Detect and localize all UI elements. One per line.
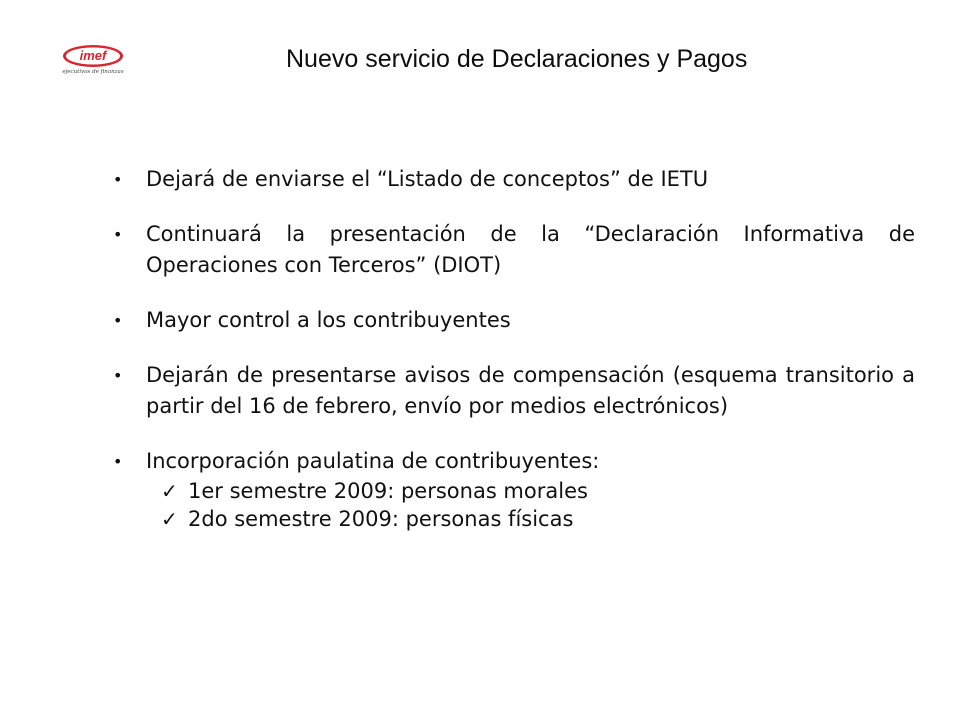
bullet-icon	[113, 164, 122, 195]
bullet-text: Dejarán de presentarse avisos de compensación (esquema transitorio a partir del 16 de febrero, envío por medios electrónicos)	[146, 363, 915, 418]
bullet-icon	[113, 219, 122, 250]
bullet-item	[113, 446, 915, 477]
bullet-item	[113, 305, 915, 336]
bullet-text: Continuará la presentación de la “Declaración Informativa de Operaciones con Terceros” (DIOT)	[146, 222, 915, 277]
imef-logo	[59, 44, 127, 78]
bullet-icon	[113, 360, 122, 391]
sub-bullet-list	[113, 477, 915, 533]
imef-logo-mark	[61, 44, 125, 68]
bullet-list	[113, 164, 915, 533]
logo-caption: ejecutivos de finanzas	[62, 69, 124, 75]
sub-bullet-item	[113, 477, 915, 505]
check-icon: ✓	[161, 507, 178, 531]
sub-bullet-text: 1er semestre 2009: personas morales	[188, 479, 588, 503]
bullet-icon	[113, 446, 122, 477]
bullet-text: Mayor control a los contribuyentes	[146, 308, 511, 332]
bullet-text: Incorporación paulatina de contribuyentes:	[146, 449, 600, 473]
sub-bullet-text: 2do semestre 2009: personas físicas	[188, 507, 574, 531]
logo-wordmark: imef	[79, 48, 107, 63]
bullet-icon	[113, 305, 122, 336]
check-icon: ✓	[161, 479, 178, 503]
bullet-item	[113, 164, 915, 195]
bullet-text: Dejará de enviarse el “Listado de conceptos” de IETU	[146, 167, 709, 191]
page-title: Nuevo servicio de Declaraciones y Pagos	[286, 45, 748, 73]
bullet-item	[113, 360, 915, 422]
sub-bullet-item	[113, 505, 915, 533]
bullet-item	[113, 219, 915, 281]
